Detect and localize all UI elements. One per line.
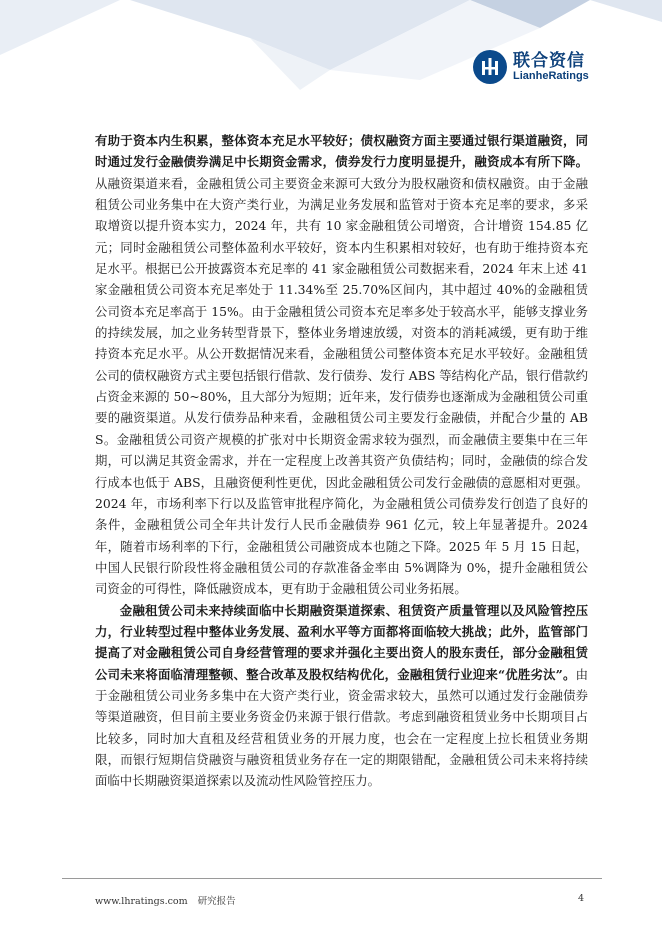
footer-section: 研究报告 xyxy=(197,896,236,907)
footer-divider xyxy=(62,878,602,879)
report-body xyxy=(95,130,588,792)
company-logo xyxy=(473,50,589,84)
logo-english-name: LianheRatings xyxy=(513,70,589,83)
paragraph-financing-summary: 有助于资本内生积累，整体资本充足水平较好；债权融资方面主要通过银行渠道融资，同时通过发行金融债券满足中长期资金需求，债券发行力度明显提升，融资成本有所下降。 xyxy=(95,133,588,170)
footer-website: www.lhratings.com xyxy=(95,896,188,907)
paragraph-outlook-summary: 金融租赁公司未来持续面临中长期融资渠道探索、租赁资产质量管理以及风险管控压力，行业转型过程中整体业务发展、盈利水平等方面都将面临较大挑战；此外，监管部门提高了对金融租赁公司自身经营管理的要求并强化主要出资人的股东责任，部分金融租赁公司未来将面临清理整顿、整合改革及股权结构优化，金融租赁行业迎来“优胜劣汰”。 xyxy=(95,602,588,682)
page-number: 4 xyxy=(578,893,585,904)
logo-chinese-name: 联合资信 xyxy=(513,50,585,71)
paragraph-financing xyxy=(95,130,588,600)
paragraph-outlook-text: 由于金融租赁公司业务多集中在大资产类行业，资金需求较大，虽然可以通过发行金融债券等渠道融资，但目前主要业务资金仍来源于银行借款。考虑到融资租赁业务中长期项目占比较多，同时加大直租及经营租赁业务的开展力度，也会在一定程度上拉长租赁业务期限，而银行短期信贷融资与融资租赁业务存在一定的期限错配，金融租赁公司未来将持续面临中长期融资渠道探索以及流动性风险管控压力。 xyxy=(95,666,588,789)
paragraph-outlook xyxy=(95,600,588,792)
paragraph-financing-text: 从融资渠道来看，金融租赁公司主要资金来源可大致分为股权融资和债权融资。由于金融租赁公司业务集中在大资产类行业，为满足业务发展和监管对于资本充足率的要求，多采取增资以提升资本实力，2024 年，共有 10 家金融租赁公司增资，合计增资 154.85 亿元；同时金融租赁公司整体盈利水平较好，资本内生积累相对较好，也有助于维持资本充足水平。根据已公开披露资本充足率的 41 家金融租赁公司数据来看，2024 年末上述 41 家金融租赁公司资本充足率处于 11.34%至 25.70%区间内，其中超过 40%的金融租赁公司资本充足率高于 15%。由于金融租赁公司资本充足率多处于较高水平，能够支撑业务的持续发展，加之业务转型背景下，整体业务增速放缓，对资本的消耗减缓，更有助于维持资本充足水平。从公开数据情况来看，金融租赁公司整体资本充足水平较好。金融租赁公司的债权融资方式主要包括银行借款、发行债券、发行 ABS 等结构化产品，银行借款约占资金来源的 50~80%，且大部分为短期；近年来，发行债券也逐渐成为金融租赁公司重要的融资渠道。从发行债券品种来看，金融租赁公司主要发行金融债，并配合少量的 ABS。金融租赁公司资产规模的扩张对中长期资金需求较为强烈，而金融债主要集中在三年期，可以满足其资金需求，并在一定程度上改善其资产负债结构；同时，金融债的综合发行成本也低于 ABS，且融资便利性更优，因此金融租赁公司发行金融债的意愿相对更强。2024 年，市场利率下行以及监管审批程序简化，为金融租赁公司债券发行创造了良好的条件，金融租赁公司全年共计发行人民币金融债券 961 亿元，较上年显著提升。2024 年，随着市场利率的下行，金融租赁公司融资成本也随之下降。2025 年 5 月 15 日起，中国人民银行阶段性将金融租赁公司的存款准备金率由 5%调降为 0%，提升金融租赁公司资金的可得性，降低融资成本，更有助于金融租赁公司业务拓展。 xyxy=(95,175,588,597)
footer-info xyxy=(95,893,236,907)
lianhe-logo-icon xyxy=(473,50,507,84)
